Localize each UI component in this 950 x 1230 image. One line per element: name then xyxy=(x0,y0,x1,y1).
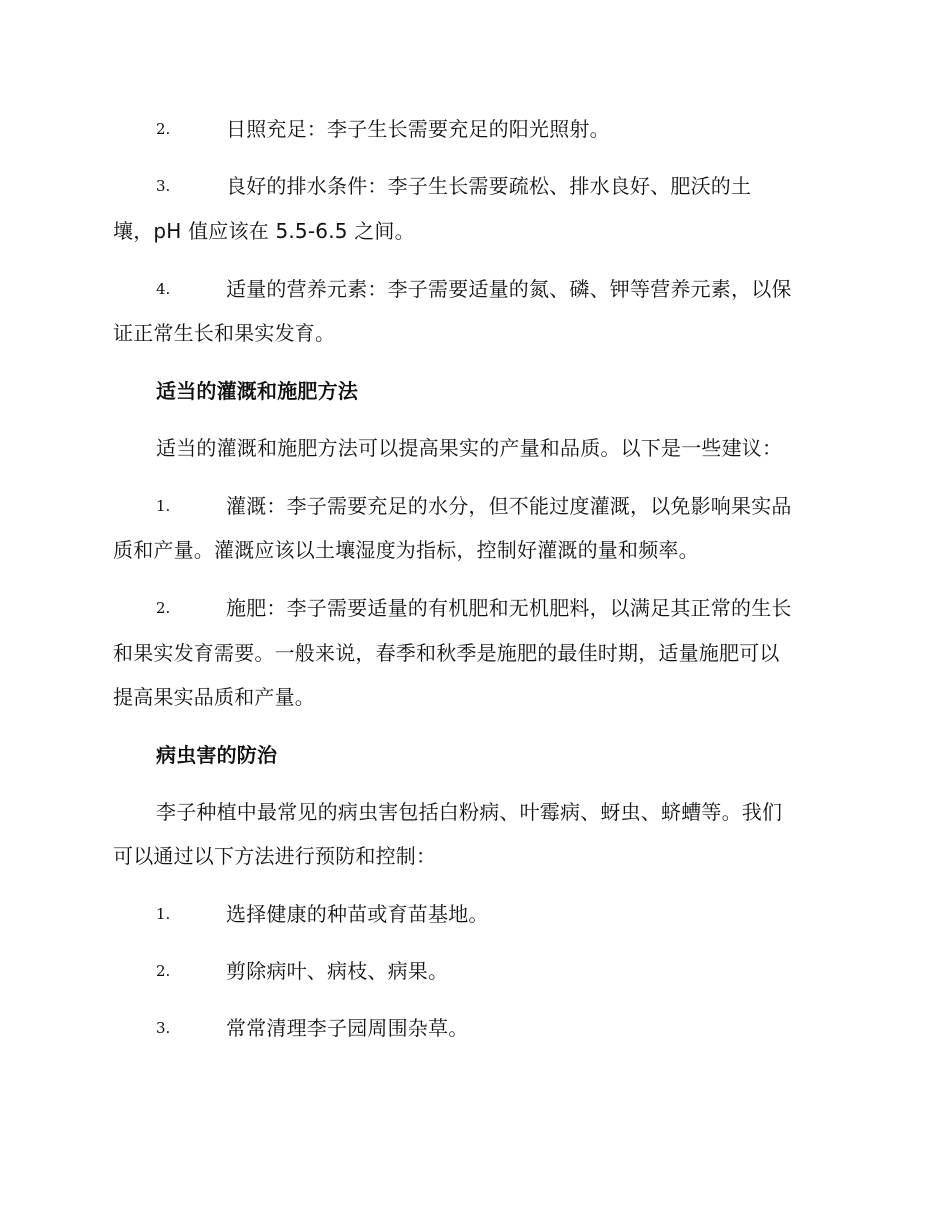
list-number: 2. xyxy=(156,120,171,138)
list-item-text: 适量的营养元素：李子需要适量的氮、磷、钾等营养元素，以保 xyxy=(226,277,792,301)
section-heading: 适当的灌溉和施肥方法 xyxy=(156,379,358,403)
list-item-text: 良好的排水条件：李子生长需要疏松、排水良好、肥沃的土 xyxy=(226,174,752,198)
list-item-text-continued: 证正常生长和果实发育。 xyxy=(113,321,336,345)
section-intro: 适当的灌溉和施肥方法可以提高果实的产量和品质。以下是一些建议： xyxy=(156,436,783,460)
list-item-text: 剪除病叶、病枝、病果。 xyxy=(226,959,449,983)
list-item-text-continued: 和果实发育需要。一般来说，春季和秋季是施肥的最佳时期，适量施肥可以 xyxy=(113,641,780,665)
list-item-text-continued: 质和产量。灌溉应该以土壤湿度为指标，控制好灌溉的量和频率。 xyxy=(113,538,699,562)
list-number: 2. xyxy=(156,962,171,980)
list-number: 2. xyxy=(156,599,171,617)
list-item-text-continued: 壤，pH 值应该在 5.5-6.5 之间。 xyxy=(113,219,415,243)
list-number: 1. xyxy=(156,497,171,515)
section-heading: 病虫害的防治 xyxy=(156,743,278,767)
list-item-text: 选择健康的种苗或育苗基地。 xyxy=(226,902,489,926)
list-number: 3. xyxy=(156,1019,171,1037)
list-item-text: 灌溉：李子需要充足的水分，但不能过度灌溉，以免影响果实品 xyxy=(226,494,792,518)
section-intro: 李子种植中最常见的病虫害包括白粉病、叶霉病、蚜虫、蛴螬等。我们 xyxy=(156,800,783,824)
section-intro-continued: 可以通过以下方法进行预防和控制： xyxy=(113,844,437,868)
list-number: 1. xyxy=(156,905,171,923)
list-item-text: 施肥：李子需要适量的有机肥和无机肥料，以满足其正常的生长 xyxy=(226,596,792,620)
list-item-text: 常常清理李子园周围杂草。 xyxy=(226,1016,469,1040)
list-number: 3. xyxy=(156,177,171,195)
list-number: 4. xyxy=(156,280,171,298)
list-item-text: 日照充足：李子生长需要充足的阳光照射。 xyxy=(226,117,610,141)
list-item-text-continued: 提高果实品质和产量。 xyxy=(113,685,315,709)
